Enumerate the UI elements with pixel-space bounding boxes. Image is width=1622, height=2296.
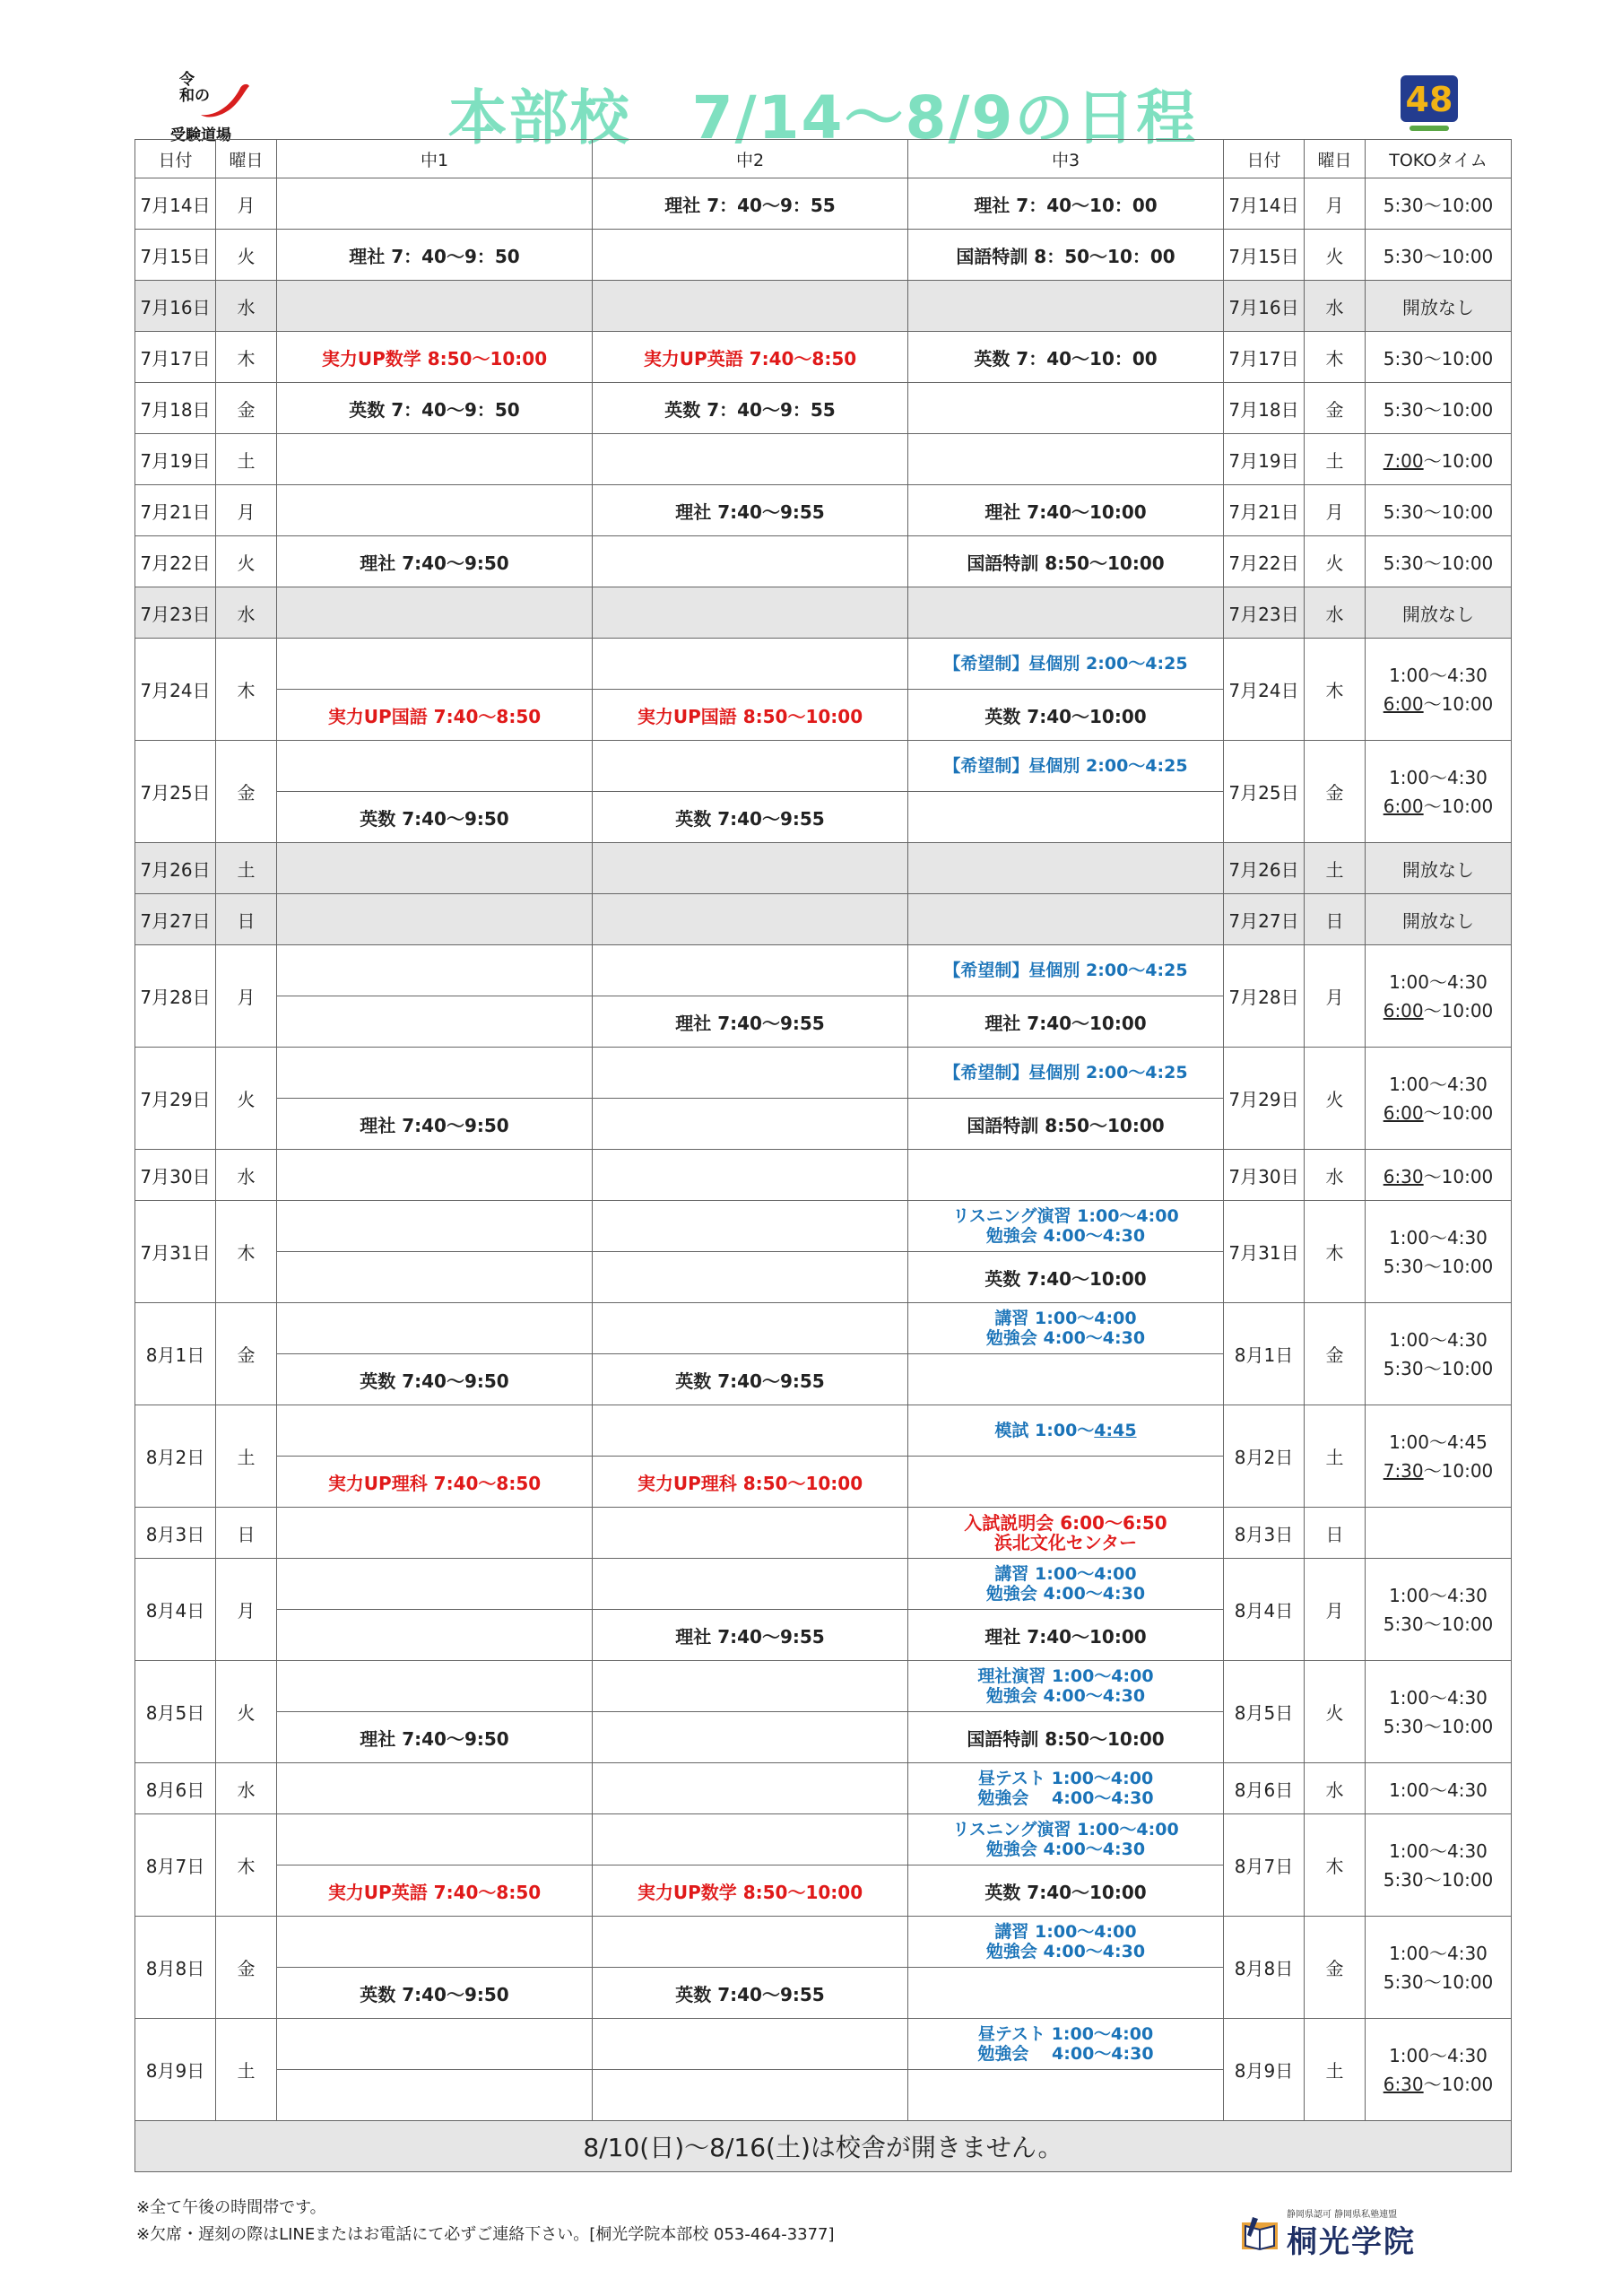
table-row: 7月29日 火 【希望制】昼個別 2:00～4:25 7月29日 火 1:00～4:30 6:00～10:00 [135,1048,1512,1099]
table-row: 8月7日 木 リスニング演習 1:00～4:00 勉強会 4:00～4:30 8月7日 木 1:00～4:30 5:30～10:00 [135,1814,1512,1866]
table-row: 7月25日 金 【希望制】昼個別 2:00～4:25 7月25日 金 1:00～4:30 6:00～10:00 [135,741,1512,792]
schedule-table [134,139,1512,2172]
table-row: 8月3日 日 入試説明会 6:00～6:50 浜北文化センター 8月3日 日 [135,1508,1512,1559]
table-row: 英数 7:40～9:50 英数 7:40～9:55 [135,1968,1512,2019]
table-row: 理社 7:40～9:55 理社 7:40～10:00 [135,1610,1512,1661]
table-row: 7月31日 木 リスニング演習 1:00～4:00 勉強会 4:00～4:30 7月31日 木 1:00～4:30 5:30～10:00 [135,1201,1512,1252]
page-header [134,63,1511,152]
footnotes [136,2195,835,2248]
closure-notice-row [135,2121,1512,2172]
table-row: 7月30日 水 7月30日 水 6:30～10:00 [135,1150,1512,1201]
table-row: 7月15日 火 理社 7：40～9：50 国語特訓 8：50～10：00 7月15日 火 5:30～10:00 [135,230,1512,281]
table-row: 7月17日 木 実力UP数学 8:50～10:00 実力UP英語 7:40～8:50 英数 7：40～10：00 7月17日 木 5:30～10:00 [135,332,1512,383]
table-row-closed: 7月27日 日 7月27日 日 開放なし [135,894,1512,945]
table-row-closed: 7月26日 土 7月26日 土 開放なし [135,843,1512,894]
table-row: 7月18日 金 英数 7：40～9：50 英数 7：40～9：55 7月18日 金 5:30～10:00 [135,383,1512,434]
table-row: 実力UP英語 7:40～8:50 実力UP数学 8:50～10:00 英数 7:40～10:00 [135,1866,1512,1917]
header-date-right: 日付 [1224,140,1305,178]
table-row: 8月2日 土 模試 1:00～4:45 8月2日 土 1:00～4:45 7:30～10:00 [135,1405,1512,1457]
table-row: 英数 7:40～9:50 英数 7:40～9:55 [135,792,1512,843]
table-row: 実力UP理科 7:40～8:50 実力UP理科 8:50～10:00 [135,1457,1512,1508]
table-row: 7月14日 月 理社 7：40～9：55 理社 7：40～10：00 7月14日 月 5:30～10:00 [135,178,1512,230]
table-row: 理社 7:40～9:50 国語特訓 8:50～10:00 [135,1099,1512,1150]
header-dow-right: 曜日 [1305,140,1366,178]
page-title: 本部校 7/14～8/9の日程 [447,83,1198,152]
table-row: 理社 7:40～9:50 国語特訓 8:50～10:00 [135,1712,1512,1763]
table-row: 7月21日 月 理社 7:40～9:55 理社 7:40～10:00 7月21日 月 5:30～10:00 [135,485,1512,536]
table-row: 7月19日 土 7月19日 土 7:00～10:00 [135,434,1512,485]
table-row: 7月24日 木 【希望制】昼個別 2:00～4:25 7月24日 木 1:00～4:30 6:00～10:00 [135,639,1512,690]
table-row-closed: 7月16日 水 7月16日 水 開放なし [135,281,1512,332]
note-afternoon: ※全て午後の時間帯です。 [136,2198,326,2217]
reiwa-juken-dojo-logo: 令 和の 受験道場 [170,72,260,144]
table-row: 7月28日 月 【希望制】昼個別 2:00～4:25 7月28日 月 1:00～4:30 6:00～10:00 [135,945,1512,996]
book-pen-icon [1240,2215,1279,2251]
header-date: 日付 [135,140,216,178]
note-absence: ※欠席・遅刻の際はLINEまたはお電話にて必ずご連絡下さい。[桐光学院本部校 053-464-3377] [136,2225,835,2244]
header-grade-2: 中2 [593,140,908,178]
closure-notice: 8/10(日)～8/16(土)は校舎が開きません。 [135,2121,1512,2172]
table-row: 8月5日 火 理社演習 1:00～4:00 勉強会 4:00～4:30 8月5日 火 1:00～4:30 5:30～10:00 [135,1661,1512,1712]
table-row: 7月22日 火 理社 7:40～9:50 国語特訓 8:50～10:00 7月22日 火 5:30～10:00 [135,536,1512,587]
table-row-closed: 7月23日 水 7月23日 水 開放なし [135,587,1512,639]
table-row: 理社 7:40～9:55 理社 7:40～10:00 [135,996,1512,1048]
table-row: 8月4日 月 講習 1:00～4:00 勉強会 4:00～4:30 8月4日 月 1:00～4:30 5:30～10:00 [135,1559,1512,1610]
table-row: 8月9日 土 昼テスト 1:00～4:00 勉強会 4:00～4:30 8月9日 土 1:00～4:30 6:30～10:00 [135,2019,1512,2070]
anniversary-48-logo-icon [1397,72,1462,136]
header-grade-1: 中1 [277,140,593,178]
header-grade-3: 中3 [908,140,1224,178]
table-row: 8月1日 金 講習 1:00～4:00 勉強会 4:00～4:30 8月1日 金 1:00～4:30 5:30～10:00 [135,1303,1512,1354]
toko-gakuin-logo: 静岡県認可 静岡県私塾連盟 桐光学院 [1240,2205,1473,2258]
header-toko-time: TOKOタイム [1366,140,1512,178]
svg-text:48: 48 [1405,80,1453,119]
table-header-row [135,140,1512,178]
table-row: 英数 7:40～9:50 英数 7:40～9:55 [135,1354,1512,1405]
table-row: 実力UP国語 7:40～8:50 実力UP国語 8:50～10:00 英数 7:40～10:00 [135,690,1512,741]
table-row: 8月8日 金 講習 1:00～4:00 勉強会 4:00～4:30 8月8日 金 1:00～4:30 5:30～10:00 [135,1917,1512,1968]
table-row: 8月6日 水 昼テスト 1:00～4:00 勉強会 4:00～4:30 8月6日 水 1:00～4:30 [135,1763,1512,1814]
table-row: 英数 7:40～10:00 [135,1252,1512,1303]
header-dow: 曜日 [216,140,277,178]
